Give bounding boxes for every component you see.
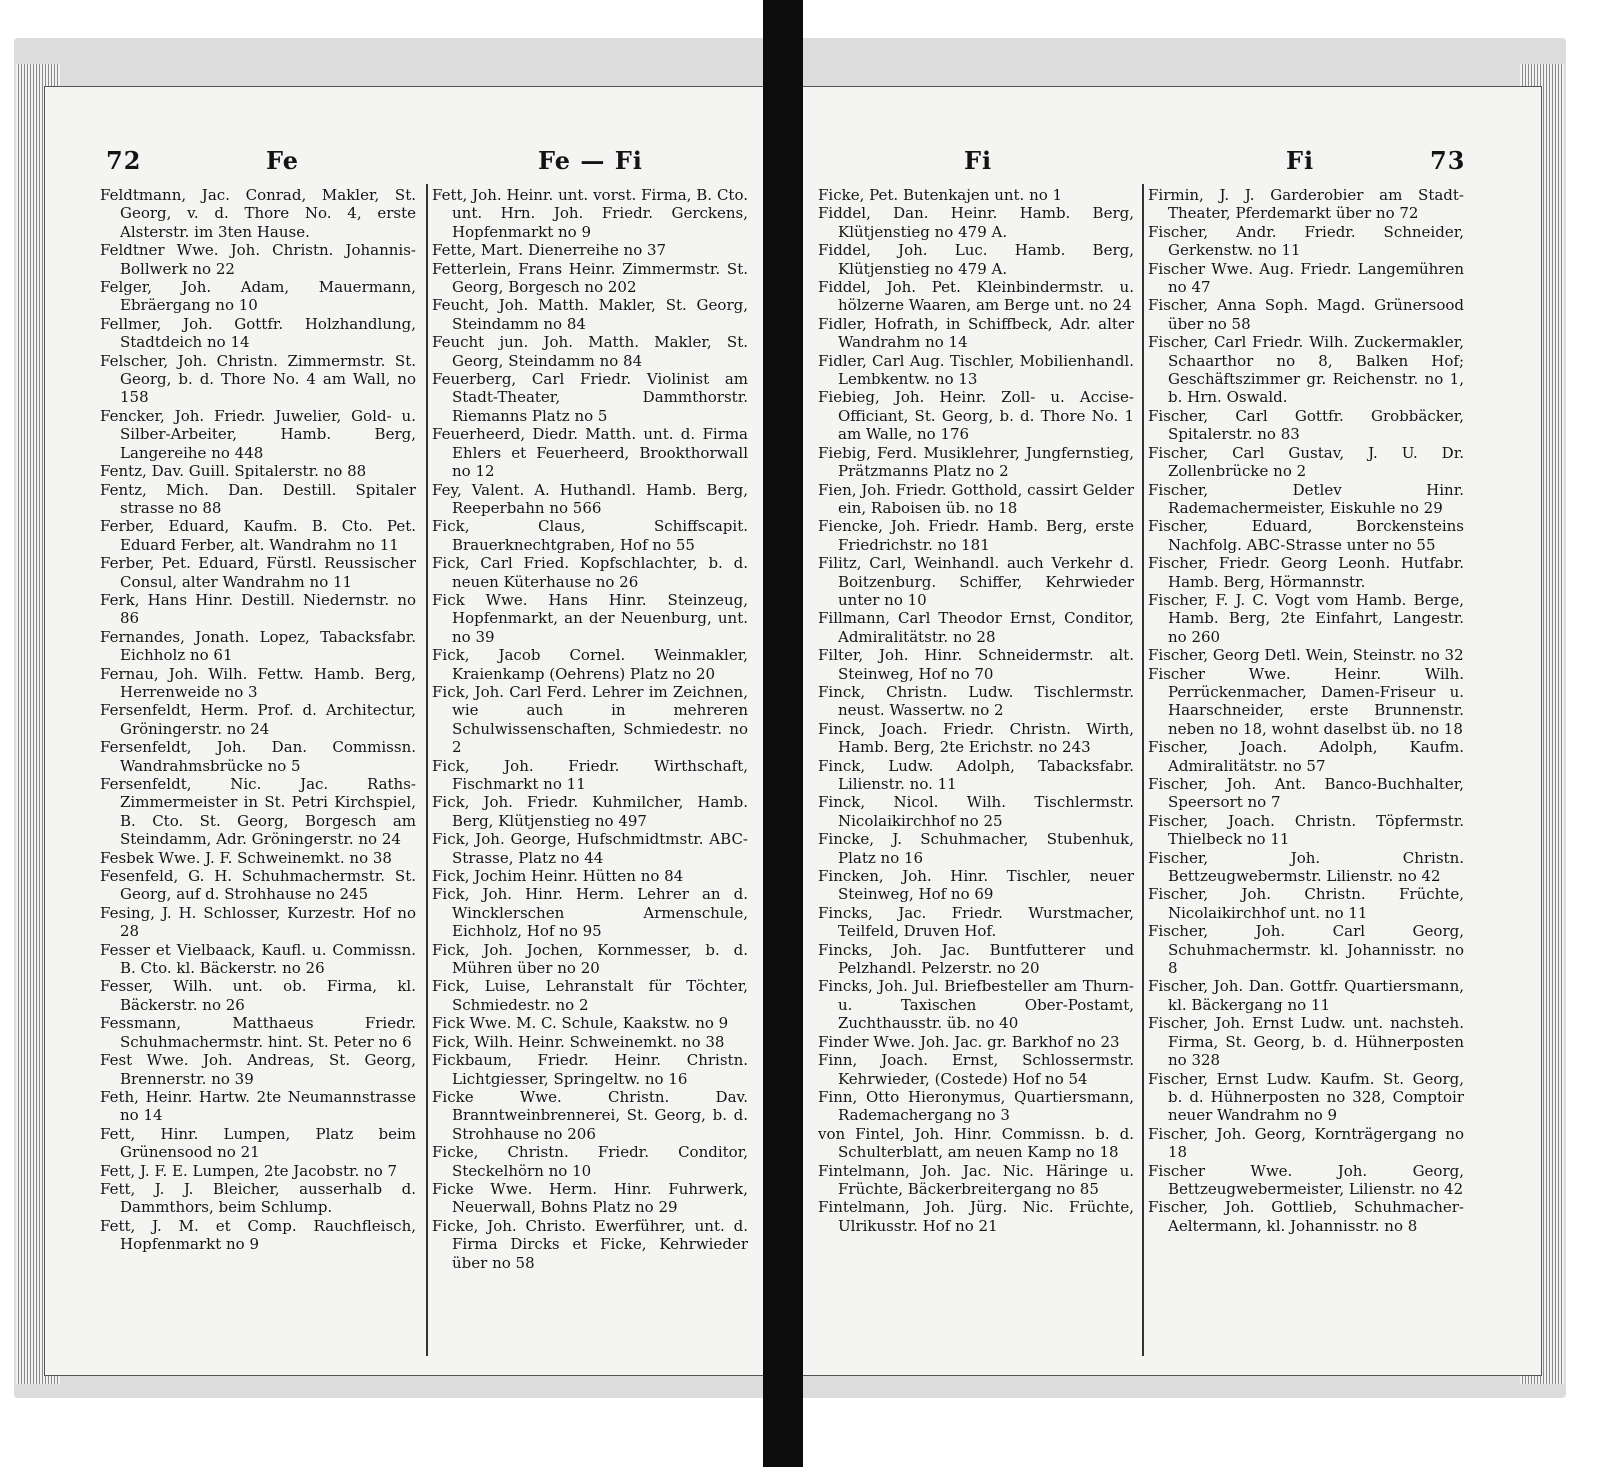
directory-entry: Fischer, Carl Gustav, J. U. Dr. Zollenbrücke no 2	[1148, 443, 1464, 481]
column-divider	[1142, 184, 1144, 1356]
directory-entry: Fett, J. J. Bleicher, ausserhalb d. Dammthors, beim Schlump.	[100, 1179, 416, 1217]
directory-entry: Finck, Ludw. Adolph, Tabacksfabr. Lilienstr. no. 11	[818, 756, 1134, 793]
directory-entry: Fett, J. F. E. Lumpen, 2te Jacobstr. no 7	[100, 1161, 398, 1180]
directory-entry: Fernau, Joh. Wilh. Fettw. Hamb. Berg, Herrenweide no 3	[100, 664, 416, 701]
directory-entry: Fischer, Georg Detl. Wein, Steinstr. no 32	[1148, 646, 1464, 665]
directory-entry: Fernandes, Jonath. Lopez, Tabacksfabr. Eichholz no 61	[100, 627, 416, 665]
running-head-center-left: Fe — Fi	[538, 146, 643, 175]
directory-entry: Felger, Joh. Adam, Mauermann, Ebräergang no 10	[100, 278, 416, 315]
directory-entry: Fischer Wwe. Aug. Friedr. Langemühren no 47	[1148, 259, 1464, 297]
directory-entry: Fischer, Joh. Dan. Gottfr. Quartiersmann, kl. Bäckergang no 11	[1148, 977, 1464, 1014]
directory-entry: Fetterlein, Frans Heinr. Zimmermstr. St. Georg, Borgesch no 202	[432, 259, 748, 297]
directory-entry: Feldtner Wwe. Joh. Christn. Johannis-Bollwerk no 22	[100, 241, 416, 278]
directory-entry: Fiebieg, Joh. Heinr. Zoll- u. Accise-Officiant, St. Georg, b. d. Thore No. 1 am Walle, no 176	[818, 388, 1134, 444]
directory-entry: Fick Wwe. M. C. Schule, Kaakstw. no 9	[432, 1014, 729, 1033]
directory-entry: Fischer Wwe. Heinr. Wilh. Perrückenmacher, Damen-Friseur u. Haarschneider, erste Brunnenstr. neben no 18, wohnt daselbst üb. no 18	[1148, 664, 1464, 738]
directory-entry: Fentz, Dav. Guill. Spitalerstr. no 88	[100, 462, 367, 481]
directory-entry: Fischer, Detlev Hinr. Rademachermeister, Eiskuhle no 29	[1148, 480, 1464, 517]
right-column-2	[1148, 186, 1464, 1356]
directory-entry: Fischer, F. J. C. Vogt vom Hamb. Berge, Hamb. Berg, 2te Einfahrt, Langestr. no 260	[1148, 590, 1464, 646]
directory-entry: Fesser, Wilh. unt. ob. Firma, kl. Bäckerstr. no 26	[100, 977, 416, 1014]
running-head-center-right: Fi	[964, 146, 993, 175]
directory-entry: Fick, Carl Fried. Kopfschlachter, b. d. neuen Küterhause no 26	[432, 554, 748, 591]
directory-entry: Fischer, Joach. Adolph, Kaufm. Admiralitätstr. no 57	[1148, 738, 1464, 775]
left-column-1	[100, 186, 416, 1356]
directory-entry: Fette, Mart. Dienerreihe no 37	[432, 241, 667, 260]
directory-entry: Fischer, Ernst Ludw. Kaufm. St. Georg, b. d. Hühnerposten no 328, Comptoir neuer Wandrahm no 9	[1148, 1069, 1464, 1125]
directory-entry: Fick, Joh. Jochen, Kornmesser, b. d. Mühren über no 20	[432, 940, 748, 978]
directory-entry: Fiencke, Joh. Friedr. Hamb. Berg, erste Friedrichstr. no 181	[818, 517, 1134, 554]
directory-entry: Fick, Joh. Carl Ferd. Lehrer im Zeichnen, wie auch in mehreren Schulwissenschaften, Schmiedestr. no 2	[432, 682, 748, 757]
directory-entry: Ficke Wwe. Herm. Hinr. Fuhrwerk, Neuerwall, Bohns Platz no 29	[432, 1179, 748, 1217]
directory-entry: Feucht, Joh. Matth. Makler, St. Georg, Steindamm no 84	[432, 296, 748, 333]
directory-entry: Fischer, Joh. Gottlieb, Schuhmacher-Aeltermann, kl. Johannisstr. no 8	[1148, 1198, 1464, 1235]
directory-entry: Ferber, Eduard, Kaufm. B. Cto. Pet. Eduard Ferber, alt. Wandrahm no 11	[100, 517, 416, 554]
directory-entry: Fischer, Joh. Georg, Kornträgergang no 18	[1148, 1124, 1464, 1162]
directory-entry: Feldtmann, Jac. Conrad, Makler, St. Georg, v. d. Thore No. 4, erste Alsterstr. im 3ten Hause.	[100, 186, 416, 241]
directory-entry: Ficke Wwe. Christn. Dav. Branntweinbrennerei, St. Georg, b. d. Strohhause no 206	[432, 1087, 748, 1143]
directory-entry: Fick, Joh. George, Hufschmidtmstr. ABC-Strasse, Platz no 44	[432, 830, 748, 867]
directory-entry: Fersenfeldt, Herm. Prof. d. Architectur, Gröningerstr. no 24	[100, 701, 416, 738]
directory-entry: Fick, Joh. Hinr. Herm. Lehrer an d. Wincklerschen Armenschule, Eichholz, Hof no 95	[432, 885, 748, 941]
directory-entry: Fischer, Andr. Friedr. Schneider, Gerkenstw. no 11	[1148, 222, 1464, 260]
directory-entry: Filter, Joh. Hinr. Schneidermstr. alt. Steinweg, Hof no 70	[818, 646, 1134, 683]
directory-entry: Fessmann, Matthaeus Friedr. Schuhmachermstr. hint. St. Peter no 6	[100, 1014, 416, 1051]
binding-strip	[763, 0, 803, 1467]
page-number-right: 73	[1430, 146, 1466, 175]
directory-entry: Feth, Heinr. Hartw. 2te Neumannstrasse no 14	[100, 1087, 416, 1125]
directory-entry: Fiddel, Dan. Heinr. Hamb. Berg, Klütjenstieg no 479 A.	[818, 204, 1134, 241]
directory-entry: Ferber, Pet. Eduard, Fürstl. Reussischer Consul, alter Wandrahm no 11	[100, 554, 416, 591]
directory-entry: Fellmer, Joh. Gottfr. Holzhandlung, Stadtdeich no 14	[100, 314, 416, 352]
directory-entry: Fencker, Joh. Friedr. Juwelier, Gold- u. Silber-Arbeiter, Hamb. Berg, Langereihe no 448	[100, 406, 416, 462]
right-page	[798, 86, 1542, 1376]
directory-entry: Ficke, Christn. Friedr. Conditor, Steckelhörn no 10	[432, 1143, 748, 1180]
directory-entry: Ficke, Joh. Christo. Ewerführer, unt. d. Firma Dircks et Ficke, Kehrwieder über no 58	[432, 1216, 748, 1272]
directory-entry: Fintelmann, Joh. Jürg. Nic. Früchte, Ulrikusstr. Hof no 21	[818, 1198, 1134, 1235]
directory-entry: Fick, Luise, Lehranstalt für Töchter, Schmiedestr. no 2	[432, 977, 748, 1014]
directory-entry: Finn, Joach. Ernst, Schlossermstr. Kehrwieder, (Costede) Hof no 54	[818, 1051, 1134, 1088]
page-number-left: 72	[106, 146, 142, 175]
directory-entry: Fincken, Joh. Hinr. Tischler, neuer Steinweg, Hof no 69	[818, 867, 1134, 904]
left-column-2	[432, 186, 748, 1356]
directory-entry: Finder Wwe. Joh. Jac. gr. Barkhof no 23	[818, 1032, 1120, 1051]
directory-entry: Fiddel, Joh. Pet. Kleinbindermstr. u. hölzerne Waaren, am Berge unt. no 24	[818, 278, 1134, 315]
directory-entry: Finck, Christn. Ludw. Tischlermstr. neust. Wassertw. no 2	[818, 682, 1134, 720]
directory-entry: Fick Wwe. Hans Hinr. Steinzeug, Hopfenmarkt, an der Neuenburg, unt. no 39	[432, 590, 748, 646]
directory-entry: Fillmann, Carl Theodor Ernst, Conditor, Admiralitätstr. no 28	[818, 609, 1134, 646]
directory-entry: Fincks, Joh. Jul. Briefbesteller am Thurn- u. Taxischen Ober-Postamt, Zuchthausstr. üb. no 40	[818, 977, 1134, 1033]
directory-entry: Fesser et Vielbaack, Kaufl. u. Commissn. B. Cto. kl. Bäckerstr. no 26	[100, 940, 416, 978]
directory-entry: Fett, Joh. Heinr. unt. vorst. Firma, B. Cto. unt. Hrn. Joh. Friedr. Gerckens, Hopfenmarkt no 9	[432, 186, 748, 241]
directory-entry: Fischer, Carl Friedr. Wilh. Zuckermakler, Schaarthor no 8, Balken Hof; Geschäftszimmer gr. Reichenstr. no 1, b. Hrn. Oswald.	[1148, 333, 1464, 407]
directory-entry: Fincke, J. Schuhmacher, Stubenhuk, Platz no 16	[818, 830, 1134, 867]
directory-entry: Fischer Wwe. Joh. Georg, Bettzeugwebermeister, Lilienstr. no 42	[1148, 1161, 1464, 1198]
directory-entry: Fiddel, Joh. Luc. Hamb. Berg, Klütjenstieg no 479 A.	[818, 241, 1134, 278]
directory-entry: Fesbek Wwe. J. F. Schweinemkt. no 38	[100, 848, 392, 867]
running-head-left: Fe	[266, 146, 299, 175]
directory-entry: Fidler, Hofrath, in Schiffbeck, Adr. alter Wandrahm no 14	[818, 314, 1134, 352]
directory-entry: Fentz, Mich. Dan. Destill. Spitaler strasse no 88	[100, 480, 416, 517]
directory-entry: Feuerberg, Carl Friedr. Violinist am Stadt-Theater, Dammthorstr. Riemanns Platz no 5	[432, 370, 748, 425]
directory-entry: Fischer, Carl Gottfr. Grobbäcker, Spitalerstr. no 83	[1148, 406, 1464, 444]
directory-entry: Fesing, J. H. Schlosser, Kurzestr. Hof no 28	[100, 903, 416, 941]
directory-entry: Fincks, Joh. Jac. Buntfutterer und Pelzhandl. Pelzerstr. no 20	[818, 940, 1134, 978]
directory-entry: Finn, Otto Hieronymus, Quartiersmann, Rademachergang no 3	[818, 1087, 1134, 1125]
directory-entry: Fintelmann, Joh. Jac. Nic. Häringe u. Früchte, Bäckerbreitergang no 85	[818, 1161, 1134, 1198]
directory-entry: Fiebig, Ferd. Musiklehrer, Jungfernstieg, Prätzmanns Platz no 2	[818, 443, 1134, 481]
directory-entry: Ferk, Hans Hinr. Destill. Niedernstr. no 86	[100, 590, 416, 628]
directory-entry: Fidler, Carl Aug. Tischler, Mobilienhandl. Lembkentw. no 13	[818, 351, 1134, 389]
directory-entry: Fest Wwe. Joh. Andreas, St. Georg, Brennerstr. no 39	[100, 1051, 416, 1088]
directory-entry: Fischer, Eduard, Borckensteins Nachfolg. ABC-Strasse unter no 55	[1148, 517, 1464, 554]
running-head-right: Fi	[1286, 146, 1315, 175]
left-page	[44, 86, 792, 1376]
directory-entry: Filitz, Carl, Weinhandl. auch Verkehr d. Boitzenburg. Schiffer, Kehrwieder unter no 10	[818, 554, 1134, 609]
directory-entry: Fick, Joh. Friedr. Kuhmilcher, Hamb. Berg, Klütjenstieg no 497	[432, 793, 748, 830]
directory-entry: Ficke, Pet. Butenkajen unt. no 1	[818, 186, 1063, 204]
directory-entry: Fischer, Joh. Christn. Bettzeugwebermstr. Lilienstr. no 42	[1148, 848, 1464, 886]
directory-entry: Finck, Nicol. Wilh. Tischlermstr. Nicolaikirchhof no 25	[818, 793, 1134, 830]
directory-entry: Feuerheerd, Diedr. Matth. unt. d. Firma Ehlers et Feuerheerd, Brookthorwall no 12	[432, 425, 748, 481]
directory-entry: Fick, Joh. Friedr. Wirthschaft, Fischmarkt no 11	[432, 756, 748, 793]
directory-entry: Fischer, Joach. Christn. Töpfermstr. Thielbeck no 11	[1148, 811, 1464, 849]
right-column-1	[818, 186, 1134, 1356]
directory-entry: Fey, Valent. A. Huthandl. Hamb. Berg, Reeperbahn no 566	[432, 480, 748, 517]
directory-entry: Fien, Joh. Friedr. Gotthold, cassirt Gelder ein, Raboisen üb. no 18	[818, 480, 1134, 517]
directory-entry: Fick, Jochim Heinr. Hütten no 84	[432, 867, 684, 886]
directory-entry: Firmin, J. J. Garderobier am Stadt-Theater, Pferdemarkt über no 72	[1148, 186, 1464, 223]
directory-entry: Fincks, Jac. Friedr. Wurstmacher, Teilfeld, Druven Hof.	[818, 903, 1134, 941]
directory-entry: Fischer, Joh. Ernst Ludw. unt. nachsteh. Firma, St. Georg, b. d. Hühnerposten no 328	[1148, 1014, 1464, 1070]
directory-entry: Fersenfeldt, Nic. Jac. Raths-Zimmermeister in St. Petri Kirchspiel, B. Cto. St. Georg, Borgesch am Steindamm, Adr. Gröningerstr. no 24	[100, 775, 416, 849]
directory-entry: von Fintel, Joh. Hinr. Commissn. b. d. Schulterblatt, am neuen Kamp no 18	[818, 1124, 1134, 1162]
directory-entry: Fickbaum, Friedr. Heinr. Christn. Lichtgiesser, Springeltw. no 16	[432, 1051, 748, 1088]
directory-entry: Fesenfeld, G. H. Schuhmachermstr. St. Georg, auf d. Strohhause no 245	[100, 867, 416, 904]
directory-entry: Fischer, Joh. Christn. Früchte, Nicolaikirchhof unt. no 11	[1148, 885, 1464, 922]
directory-entry: Feucht jun. Joh. Matth. Makler, St. Georg, Steindamm no 84	[432, 333, 748, 370]
directory-entry: Fick, Wilh. Heinr. Schweinemkt. no 38	[432, 1032, 725, 1051]
directory-entry: Felscher, Joh. Christn. Zimmermstr. St. Georg, b. d. Thore No. 4 am Wall, no 158	[100, 351, 416, 407]
directory-entry: Fischer, Joh. Carl Georg, Schuhmachermstr. kl. Johannisstr. no 8	[1148, 922, 1464, 978]
directory-entry: Fett, Hinr. Lumpen, Platz beim Grünensood no 21	[100, 1124, 416, 1162]
directory-entry: Fett, J. M. et Comp. Rauchfleisch, Hopfenmarkt no 9	[100, 1216, 416, 1254]
directory-entry: Fischer, Joh. Ant. Banco-Buchhalter, Speersort no 7	[1148, 775, 1464, 812]
directory-entry: Fick, Jacob Cornel. Weinmakler, Kraienkamp (Oehrens) Platz no 20	[432, 646, 748, 683]
directory-entry: Fischer, Friedr. Georg Leonh. Hutfabr. Hamb. Berg, Hörmannstr.	[1148, 554, 1464, 591]
directory-entry: Fick, Claus, Schiffscapit. Brauerknechtgraben, Hof no 55	[432, 517, 748, 554]
directory-entry: Finck, Joach. Friedr. Christn. Wirth, Hamb. Berg, 2te Erichstr. no 243	[818, 719, 1134, 757]
column-divider	[426, 184, 428, 1356]
directory-entry: Fischer, Anna Soph. Magd. Grünersood über no 58	[1148, 296, 1464, 333]
directory-entry: Fersenfeldt, Joh. Dan. Commissn. Wandrahmsbrücke no 5	[100, 738, 416, 775]
